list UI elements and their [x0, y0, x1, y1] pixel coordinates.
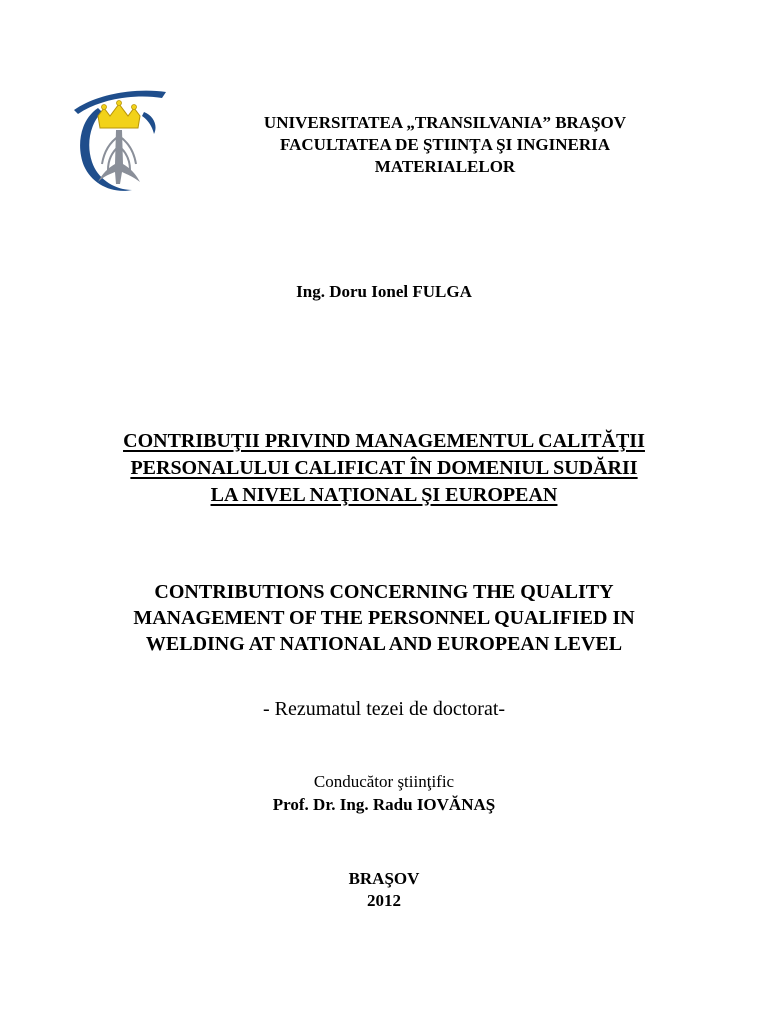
institution-header	[180, 112, 710, 178]
title-en-line2: MANAGEMENT OF THE PERSONNEL QUALIFIED IN	[133, 607, 635, 629]
title-ro-line3: LA NIVEL NAŢIONAL ŞI EUROPEAN	[210, 484, 558, 506]
title-en-line3: WELDING AT NATIONAL AND EUROPEAN LEVEL	[145, 633, 623, 655]
supervisor-label: Conducător ştiinţific	[313, 772, 455, 791]
university-name: UNIVERSITATEA „TRANSILVANIA” BRAŞOV	[263, 113, 627, 132]
supervisor-name: Prof. Dr. Ing. Radu IOVĂNAŞ	[272, 795, 496, 814]
thesis-title-english	[40, 579, 728, 657]
faculty-name-line1: FACULTATEA DE ŞTIINŢA ŞI INGINERIA	[279, 135, 611, 154]
university-logo	[70, 86, 168, 198]
title-ro-line1: CONTRIBUŢII PRIVIND MANAGEMENTUL CALITĂŢII	[123, 430, 645, 452]
thesis-subtitle: - Rezumatul tezei de doctorat-	[262, 698, 506, 720]
title-en-line1: CONTRIBUTIONS CONCERNING THE QUALITY	[154, 581, 614, 603]
place: BRAŞOV	[348, 869, 420, 888]
author-name: Ing. Doru Ionel FULGA	[296, 282, 472, 301]
title-ro-line2: PERSONALULUI CALIFICAT ÎN DOMENIUL SUDĂRII	[130, 457, 638, 479]
faculty-name-line2: MATERIALELOR	[374, 157, 516, 176]
year: 2012	[367, 891, 401, 910]
thesis-title-romanian	[40, 428, 728, 509]
